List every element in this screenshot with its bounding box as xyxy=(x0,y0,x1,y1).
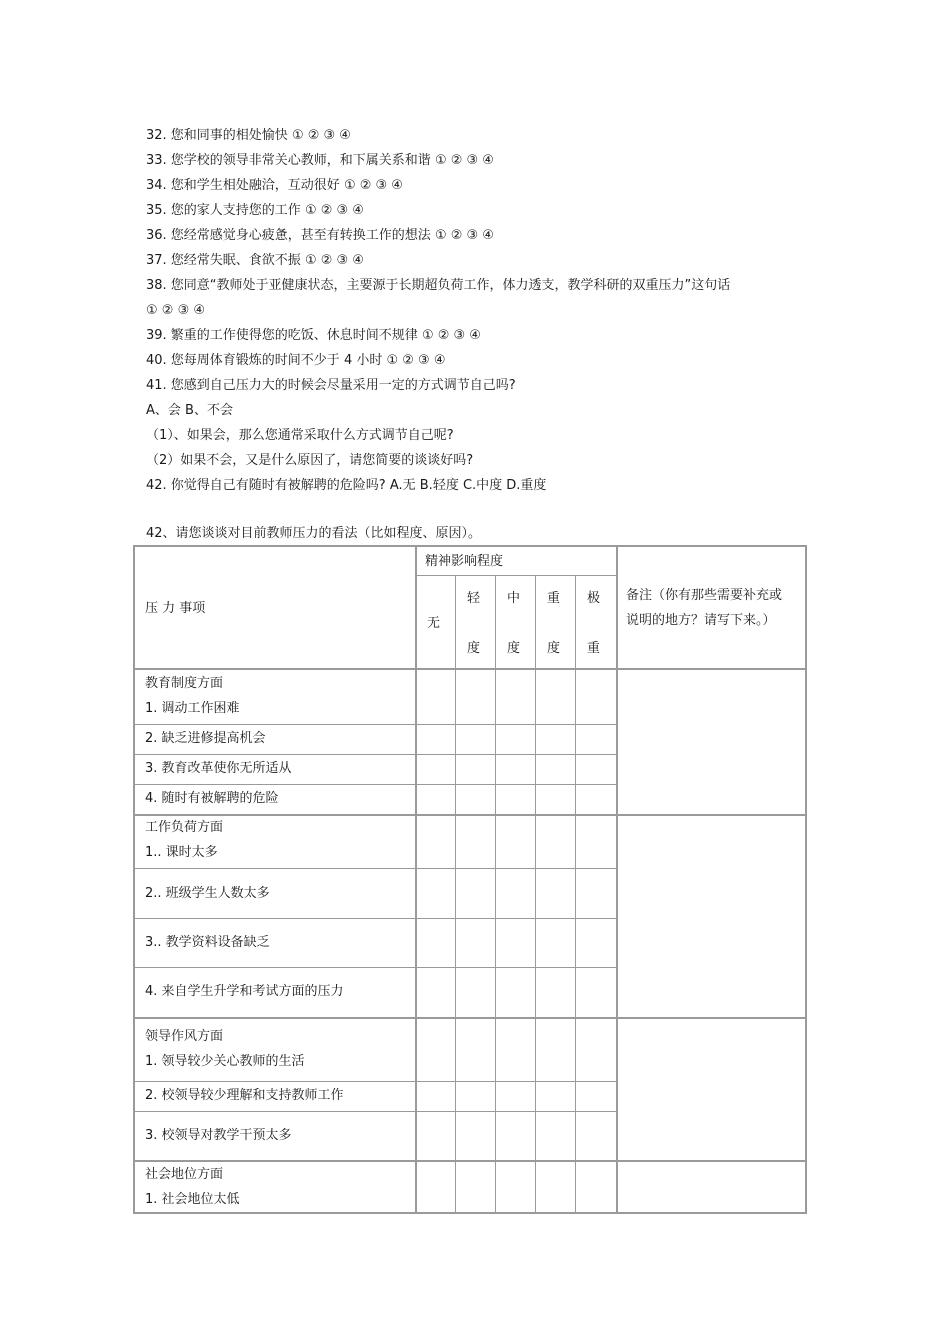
header-item: 压 力 事项 xyxy=(145,601,206,616)
question-35: 35. 您的家人支持您的工作 ① ② ③ ④ xyxy=(146,203,364,218)
row-item: 3. 校领导对教学干预太多 xyxy=(145,1128,292,1143)
question-41: 41. 您感到自己压力大的时候会尽量采用一定的方式调节自己吗? xyxy=(146,378,516,393)
level-medium-1: 中 xyxy=(507,591,521,606)
row-item: 2. 校领导较少理解和支持教师工作 xyxy=(145,1088,344,1103)
row-item: 4. 来自学生升学和考试方面的压力 xyxy=(145,984,344,999)
table-title: 42、请您谈谈对目前教师压力的看法（比如程度、原因）。 xyxy=(146,526,482,541)
level-extreme-2: 重 xyxy=(587,641,601,656)
level-none: 无 xyxy=(427,616,441,631)
question-37: 37. 您经常失眠、食欲不振 ① ② ③ ④ xyxy=(146,253,364,268)
level-medium-2: 度 xyxy=(507,641,521,656)
level-heavy-1: 重 xyxy=(547,591,561,606)
stress-table xyxy=(133,545,807,1214)
question-36: 36. 您经常感觉身心疲惫，甚至有转换工作的想法 ① ② ③ ④ xyxy=(146,228,494,243)
question-41-sub2: （2）如果不会，又是什么原因了，请您简要的谈谈好吗? xyxy=(146,453,474,468)
row-item: 3. 教育改革使你无所适从 xyxy=(145,761,292,776)
row-item: 4. 随时有被解聘的危险 xyxy=(145,791,279,806)
row-item: 1. 调动工作困难 xyxy=(145,701,240,716)
level-extreme-1: 极 xyxy=(587,591,601,606)
row-item: 1.. 课时太多 xyxy=(145,845,218,860)
row-item: 2.. 班级学生人数太多 xyxy=(145,886,270,901)
question-34: 34. 您和学生相处融洽，互动很好 ① ② ③ ④ xyxy=(146,178,403,193)
level-light-1: 轻 xyxy=(467,591,481,606)
question-33: 33. 您学校的领导非常关心教师，和下属关系和谐 ① ② ③ ④ xyxy=(146,153,494,168)
row-item: 1. 社会地位太低 xyxy=(145,1192,240,1207)
question-41-sub1: （1）、如果会，那么您通常采取什么方式调节自己呢? xyxy=(146,428,454,443)
row-item: 2. 缺乏进修提高机会 xyxy=(145,731,266,746)
level-light-2: 度 xyxy=(467,641,481,656)
question-32: 32. 您和同事的相处愉快 ① ② ③ ④ xyxy=(146,128,351,143)
level-heavy-2: 度 xyxy=(547,641,561,656)
question-38: 38. 您同意“教师处于亚健康状态，主要源于长期超负荷工作，体力透支，教学科研的双重压力”这句话 xyxy=(146,278,731,293)
header-note-1: 备注（你有那些需要补充或 xyxy=(626,588,783,603)
category-social-status: 社会地位方面 xyxy=(145,1167,224,1182)
category-leadership: 领导作风方面 xyxy=(145,1029,224,1044)
category-workload: 工作负荷方面 xyxy=(145,820,224,835)
question-41-options: A、会 B、不会 xyxy=(146,403,233,418)
question-40: 40. 您每周体育锻炼的时间不少于 4 小时 ① ② ③ ④ xyxy=(146,353,446,368)
question-39: 39. 繁重的工作使得您的吃饭、休息时间不规律 ① ② ③ ④ xyxy=(146,328,481,343)
header-group: 精神影响程度 xyxy=(425,554,504,569)
question-38-options: ① ② ③ ④ xyxy=(146,303,206,318)
header-note-2: 说明的地方？请写下来。） xyxy=(626,613,776,628)
category-education-system: 教育制度方面 xyxy=(145,676,224,691)
row-item: 1. 领导较少关心教师的生活 xyxy=(145,1054,305,1069)
row-item: 3.. 教学资料设备缺乏 xyxy=(145,935,270,950)
question-42: 42. 你觉得自己有随时有被解聘的危险吗? A.无 B.轻度 C.中度 D.重度 xyxy=(146,478,547,493)
